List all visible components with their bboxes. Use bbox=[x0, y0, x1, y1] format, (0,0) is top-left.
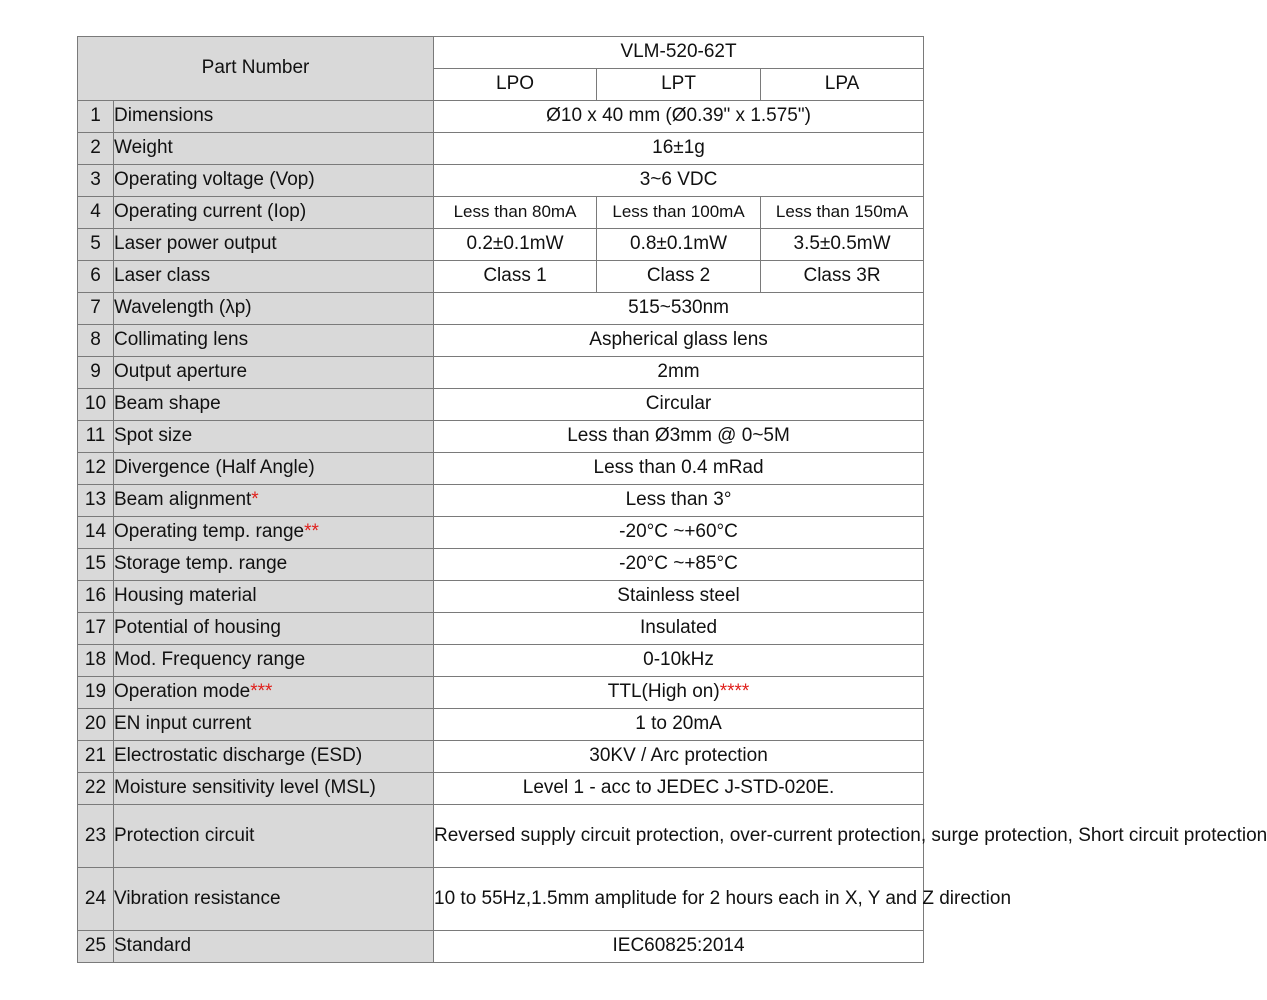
variant-lpo: LPO bbox=[434, 69, 597, 101]
row-value: Less than 80mA bbox=[434, 197, 597, 229]
row-value-text: 1 to 20mA bbox=[635, 713, 722, 735]
row-label bbox=[114, 133, 434, 165]
row-label bbox=[114, 293, 434, 325]
footnote-mark: * bbox=[251, 489, 259, 511]
row-value-text: IEC60825:2014 bbox=[612, 935, 745, 957]
spec-row-standard bbox=[78, 931, 924, 963]
variant-lpt: LPT bbox=[597, 69, 761, 101]
row-label bbox=[114, 517, 434, 549]
row-value: 0.8±0.1mW bbox=[597, 229, 761, 261]
row-number: 1 bbox=[78, 101, 114, 133]
row-value bbox=[434, 773, 924, 805]
row-value-text: -20°C ~+85°C bbox=[619, 553, 738, 575]
part-number-value: VLM-520-62T bbox=[434, 37, 924, 69]
spec-row-electrostatic-discharge-esd bbox=[78, 741, 924, 773]
row-value-text: Circular bbox=[645, 393, 712, 415]
footnote-mark: **** bbox=[719, 681, 750, 703]
row-number: 20 bbox=[78, 709, 114, 741]
spec-row-operation-mode bbox=[78, 677, 924, 709]
row-number: 9 bbox=[78, 357, 114, 389]
row-value bbox=[434, 485, 924, 517]
row-label-text: Operating current (Iop) bbox=[114, 201, 307, 223]
row-number: 12 bbox=[78, 453, 114, 485]
row-label-text: Operation mode bbox=[114, 681, 251, 703]
row-label bbox=[114, 677, 434, 709]
row-label-text: Storage temp. range bbox=[114, 553, 288, 575]
row-value bbox=[434, 613, 924, 645]
row-value bbox=[434, 677, 924, 709]
footnote-mark: *** bbox=[250, 681, 273, 703]
row-label-text: Output aperture bbox=[114, 361, 248, 383]
row-label-text: Vibration resistance bbox=[114, 887, 281, 909]
row-value: Class 2 bbox=[597, 261, 761, 293]
row-label-text: Beam shape bbox=[114, 393, 221, 415]
spec-row-mod-frequency-range bbox=[78, 645, 924, 677]
row-label-text: Collimating lens bbox=[114, 329, 249, 351]
row-value: 0.2±0.1mW bbox=[434, 229, 597, 261]
row-label bbox=[114, 453, 434, 485]
spec-row-housing-material bbox=[78, 581, 924, 613]
row-number: 4 bbox=[78, 197, 114, 229]
row-label-text: Spot size bbox=[114, 425, 193, 447]
row-value bbox=[434, 581, 924, 613]
row-label-text: Electrostatic discharge (ESD) bbox=[114, 745, 363, 767]
row-label-text: Potential of housing bbox=[114, 617, 281, 639]
row-label-text: Divergence (Half Angle) bbox=[114, 457, 315, 479]
row-label bbox=[114, 197, 434, 229]
row-label bbox=[114, 357, 434, 389]
row-label bbox=[114, 421, 434, 453]
spec-row-vibration-resistance bbox=[78, 868, 924, 931]
spec-row-en-input-current bbox=[78, 709, 924, 741]
row-number: 16 bbox=[78, 581, 114, 613]
row-number: 18 bbox=[78, 645, 114, 677]
row-label bbox=[114, 581, 434, 613]
spec-row-wavelength-p bbox=[78, 293, 924, 325]
row-label bbox=[114, 165, 434, 197]
row-value bbox=[434, 389, 924, 421]
row-value bbox=[434, 868, 1012, 931]
row-value-text: 2mm bbox=[657, 361, 700, 383]
spec-row-beam-alignment bbox=[78, 485, 924, 517]
row-number: 3 bbox=[78, 165, 114, 197]
spec-row-storage-temp-range bbox=[78, 549, 924, 581]
row-value-text: Aspherical glass lens bbox=[589, 329, 768, 351]
variant-lpa: LPA bbox=[761, 69, 924, 101]
row-value-text: Stainless steel bbox=[617, 585, 740, 607]
row-label-text: Laser class bbox=[114, 265, 211, 287]
row-value bbox=[434, 549, 924, 581]
spec-row-moisture-sensitivity-level-msl bbox=[78, 773, 924, 805]
row-value bbox=[434, 165, 924, 197]
row-label-text: Moisture sensitivity level (MSL) bbox=[114, 777, 376, 799]
row-number: 13 bbox=[78, 485, 114, 517]
row-value-text: 3~6 VDC bbox=[639, 169, 718, 191]
row-value: Less than 100mA bbox=[597, 197, 761, 229]
row-value-text: Reversed supply circuit protection, over-current protection, surge protection, Short circuit protection bbox=[434, 824, 1267, 846]
row-label bbox=[114, 868, 434, 931]
row-label bbox=[114, 261, 434, 293]
row-value-text: 0-10kHz bbox=[643, 649, 714, 671]
row-label bbox=[114, 613, 434, 645]
row-label-text: Beam alignment bbox=[114, 489, 252, 511]
row-value bbox=[434, 421, 924, 453]
row-value bbox=[434, 357, 924, 389]
spec-row-operating-temp-range bbox=[78, 517, 924, 549]
row-label bbox=[114, 325, 434, 357]
row-label-text: Housing material bbox=[114, 585, 257, 607]
row-value: Class 1 bbox=[434, 261, 597, 293]
row-number: 11 bbox=[78, 421, 114, 453]
row-number: 6 bbox=[78, 261, 114, 293]
spec-row-operating-current-iop bbox=[78, 197, 924, 229]
row-number: 24 bbox=[78, 868, 114, 931]
row-number: 19 bbox=[78, 677, 114, 709]
footnote-mark: ** bbox=[304, 521, 319, 543]
row-label-text: Weight bbox=[114, 137, 173, 159]
spec-table bbox=[77, 36, 1267, 963]
row-label-text: Protection circuit bbox=[114, 824, 255, 846]
row-value: Class 3R bbox=[761, 261, 924, 293]
row-number: 14 bbox=[78, 517, 114, 549]
row-label-text: Wavelength (λp) bbox=[114, 297, 252, 319]
row-number: 15 bbox=[78, 549, 114, 581]
part-number-label: Part Number bbox=[78, 37, 434, 101]
row-label-text: Dimensions bbox=[114, 105, 214, 127]
row-label bbox=[114, 709, 434, 741]
spec-row-potential-of-housing bbox=[78, 613, 924, 645]
row-value bbox=[434, 325, 924, 357]
row-label bbox=[114, 549, 434, 581]
row-number: 25 bbox=[78, 931, 114, 963]
row-label-text: Mod. Frequency range bbox=[114, 649, 306, 671]
row-number: 17 bbox=[78, 613, 114, 645]
row-label bbox=[114, 229, 434, 261]
spec-row-output-aperture bbox=[78, 357, 924, 389]
row-number: 7 bbox=[78, 293, 114, 325]
row-value-text: Insulated bbox=[639, 617, 718, 639]
row-value bbox=[434, 645, 924, 677]
row-value-text: TTL(High on) bbox=[607, 681, 720, 703]
spec-row-spot-size bbox=[78, 421, 924, 453]
row-number: 23 bbox=[78, 805, 114, 868]
row-label-text: Laser power output bbox=[114, 233, 277, 255]
row-value-text: 515~530nm bbox=[628, 297, 729, 319]
row-label-text: Standard bbox=[114, 935, 192, 957]
row-number: 21 bbox=[78, 741, 114, 773]
row-value bbox=[434, 805, 1267, 868]
spec-row-divergence-half-angle bbox=[78, 453, 924, 485]
row-value: 3.5±0.5mW bbox=[761, 229, 924, 261]
row-number: 10 bbox=[78, 389, 114, 421]
row-value-text: -20°C ~+60°C bbox=[619, 521, 738, 543]
spec-row-collimating-lens bbox=[78, 325, 924, 357]
spec-row-laser-power-output bbox=[78, 229, 924, 261]
row-value-text: 10 to 55Hz,1.5mm amplitude for 2 hours each in X, Y and Z direction bbox=[434, 887, 1012, 909]
row-value bbox=[434, 517, 924, 549]
row-value: Less than 150mA bbox=[761, 197, 924, 229]
row-label-text: EN input current bbox=[114, 713, 252, 735]
row-value bbox=[434, 931, 924, 963]
row-value bbox=[434, 709, 924, 741]
row-number: 2 bbox=[78, 133, 114, 165]
row-number: 5 bbox=[78, 229, 114, 261]
row-label bbox=[114, 645, 434, 677]
row-value-text: Level 1 - acc to JEDEC J-STD-020E. bbox=[522, 777, 835, 799]
row-label bbox=[114, 101, 434, 133]
spec-row-laser-class bbox=[78, 261, 924, 293]
row-label-text: Operating voltage (Vop) bbox=[114, 169, 315, 191]
spec-row-operating-voltage-vop bbox=[78, 165, 924, 197]
header-row-part bbox=[78, 37, 924, 69]
row-number: 22 bbox=[78, 773, 114, 805]
row-label bbox=[114, 931, 434, 963]
row-value bbox=[434, 293, 924, 325]
row-value-text: Less than 3° bbox=[625, 489, 732, 511]
row-value-text: Ø10 x 40 mm (Ø0.39" x 1.575") bbox=[546, 105, 811, 127]
row-label bbox=[114, 741, 434, 773]
spec-row-beam-shape bbox=[78, 389, 924, 421]
row-value bbox=[434, 453, 924, 485]
row-value bbox=[434, 741, 924, 773]
row-value-text: 16±1g bbox=[652, 137, 705, 159]
row-label bbox=[114, 485, 434, 517]
row-label bbox=[114, 773, 434, 805]
row-value bbox=[434, 133, 924, 165]
row-label-text: Operating temp. range bbox=[114, 521, 305, 543]
row-value bbox=[434, 101, 924, 133]
row-number: 8 bbox=[78, 325, 114, 357]
row-label bbox=[114, 805, 434, 868]
spec-row-dimensions bbox=[78, 101, 924, 133]
row-value-text: 30KV / Arc protection bbox=[589, 745, 768, 767]
row-value-text: Less than Ø3mm @ 0~5M bbox=[567, 425, 790, 447]
row-value-text: Less than 0.4 mRad bbox=[593, 457, 764, 479]
spec-row-protection-circuit bbox=[78, 805, 924, 868]
row-label bbox=[114, 389, 434, 421]
spec-row-weight bbox=[78, 133, 924, 165]
